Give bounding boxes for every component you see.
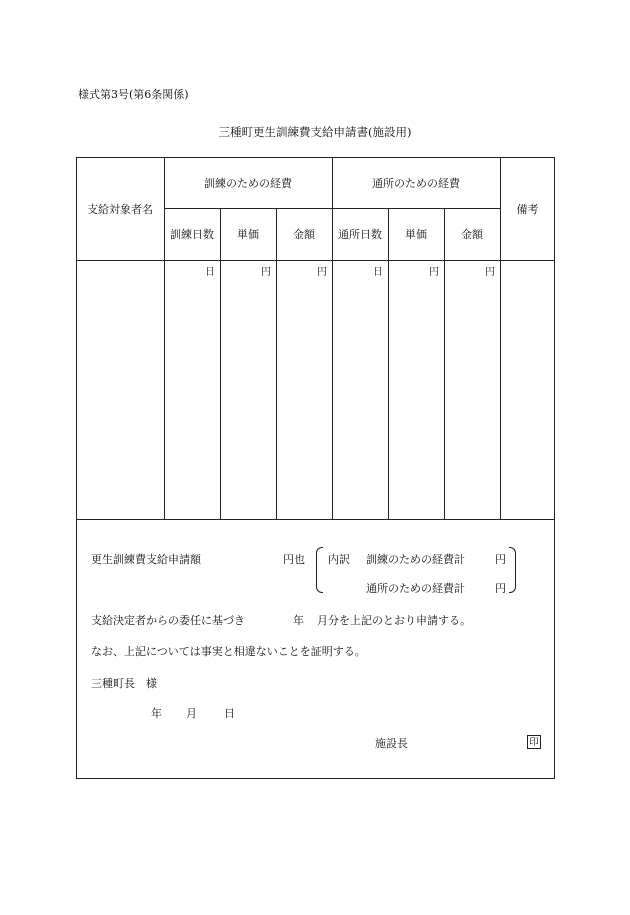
form-number: 様式第3号(第6条関係): [78, 88, 189, 101]
document-title: 三種町更生訓練費支給申請書(施設用): [218, 125, 412, 139]
unit-day: 日: [373, 267, 383, 278]
unit-yen: 円: [429, 267, 439, 278]
subheader-training-amount: 金額: [293, 228, 315, 241]
unit-yen: 円: [485, 267, 495, 278]
breakdown-right-bracket: [509, 547, 516, 593]
table-bottom-line: [76, 519, 555, 520]
request-amount-label: 更生訓練費支給申請額: [91, 553, 201, 566]
date-month-label: 月: [186, 707, 197, 720]
training-total-label: 訓練のための経費計: [366, 553, 465, 566]
delegation-year-label: 年: [293, 614, 304, 627]
header-remarks: 備考: [516, 202, 539, 216]
unit-yen: 円: [317, 267, 327, 278]
unit-day: 日: [205, 267, 215, 278]
certification-statement: なお、上記については事実と相違ないことを証明する。: [91, 645, 366, 658]
breakdown-label: 内訳: [328, 553, 350, 566]
breakdown-left-bracket: [316, 547, 323, 593]
delegation-statement-start: 支給決定者からの委任に基づき: [91, 614, 245, 627]
date-day-label: 日: [224, 707, 235, 720]
subheader-training-days: 訓練日数: [170, 228, 214, 241]
yen-nari-label: 円也: [283, 553, 305, 566]
header-recipient-name: 支給対象者名: [87, 202, 153, 216]
date-year-label: 年: [151, 707, 162, 720]
commuting-total-label: 通所のための経費計: [366, 582, 465, 595]
training-total-unit: 円: [495, 553, 506, 566]
subheader-commuting-unit-price: 単価: [405, 228, 427, 241]
unit-yen: 円: [261, 267, 271, 278]
subheader-commuting-amount: 金額: [461, 228, 483, 241]
subheader-commuting-days: 通所日数: [338, 228, 382, 241]
header-bottom-line: [76, 260, 555, 261]
header-commuting-expenses: 通所のための経費: [372, 176, 460, 190]
addressee: 三種町長 様: [91, 677, 157, 690]
seal-mark: 印: [527, 735, 541, 749]
facility-head-label: 施設長: [375, 737, 408, 750]
header-training-expenses: 訓練のための経費: [204, 176, 292, 190]
subheader-training-unit-price: 単価: [237, 228, 259, 241]
commuting-total-unit: 円: [495, 582, 506, 595]
delegation-statement-end: 月分を上記のとおり申請する。: [317, 614, 471, 627]
